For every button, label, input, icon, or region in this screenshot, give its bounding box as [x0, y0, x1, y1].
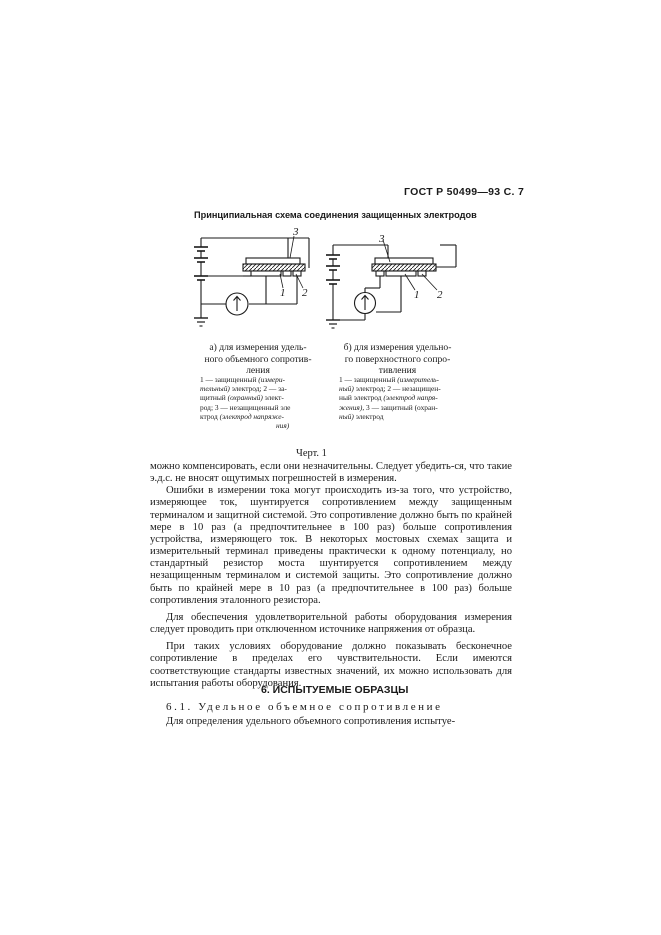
- caption-line: ного объемного сопротив-: [204, 353, 312, 365]
- diagram-a-label-2: 2: [302, 287, 308, 299]
- ground-a-icon: [194, 318, 208, 326]
- paragraph: Ошибки в измерении тока могут происходить из-за того, что устройство, измеряющее ток, шунтируется сопротивлением между защищенным терминалом и защитной системой. Это сопротивление должно быть по крайней мере в 10 раз (а предпочтительнее в 100 раз) больше сопротивления устройства, измеряющего ток. В некоторых мостовых схемах защита и измерительный терминал приведены практически к одному потенциалу, но стандартный резистор моста шунтируется сопротивлением между незащищенным терминалом и системой защиты. Это сопротивление должно быть по крайней мере в 10 раз (а предпочтительнее в 100 раз) больше сопротивления эталонного резистора.: [150, 485, 512, 606]
- section-heading: 6. ИСПЫТУЕМЫЕ ОБРАЗЦЫ: [261, 684, 409, 696]
- paragraph: Для определения удельного объемного сопротивления испытуе-: [166, 716, 456, 727]
- caption-line: го поверхностного сопро-: [344, 353, 451, 365]
- diagram-b: [326, 240, 456, 328]
- caption-line: а) для измерения удель-: [209, 342, 307, 353]
- body-text: [150, 461, 512, 690]
- subsection-heading: 6.1. Удельное объемное сопротивление: [166, 701, 443, 713]
- diagram-b-label-1: 1: [414, 289, 420, 301]
- diagram-a: [194, 236, 309, 326]
- figure-number-label: Черт. 1: [296, 448, 327, 459]
- diagram-a-label-3: 3: [293, 226, 299, 238]
- caption-line: тивления: [378, 365, 417, 376]
- ground-b-icon: [326, 320, 340, 328]
- page-header: ГОСТ Р 50499—93 С. 7: [404, 186, 525, 198]
- diagram-a-caption: [193, 342, 323, 377]
- diagram-b-label-3: 3: [379, 233, 385, 245]
- diagram-b-legend: 1 — защищенный (измеритель- ный) электрод; 2 — незащищен- ный электрод (электрод напря- жения), 3 — защитный (охран- ный) электрод: [339, 375, 441, 421]
- paragraph: Для обеспечения удовлетворительной работы оборудования измерения следует проводить при отключенном источнике напряжения от образца.: [150, 611, 512, 636]
- diagram-b-label-2: 2: [437, 289, 443, 301]
- caption-line: б) для измерения удельно-: [343, 342, 452, 353]
- caption-line: ления: [246, 365, 270, 376]
- battery-b-icon: [326, 245, 340, 320]
- diagram-a-legend: 1 — защищенный (измери- тельный) электрод; 2 — за- щитный (охранный) элект- род; 3 — незащищенный эле ктрод (электрод напряже- ния): [200, 375, 291, 431]
- battery-a-icon: [194, 238, 208, 318]
- diagram-b-caption: [335, 342, 460, 377]
- paragraph: можно компенсировать, если они незначительны. Следует убедить-ся, что такие э.д.с. не вносят ощутимых погрешностей в измерения.: [150, 461, 512, 485]
- diagram-a-label-1: 1: [280, 287, 286, 299]
- paragraph: При таких условиях оборудование должно показывать бесконечное сопротивление в пределах его чувствительности. Если имеются соответствующие стандарты известных значений, их можно использовать для испытания работы оборудования.: [150, 641, 512, 689]
- figure-title: Принципиальная схема соединения защищенных электродов: [194, 210, 477, 220]
